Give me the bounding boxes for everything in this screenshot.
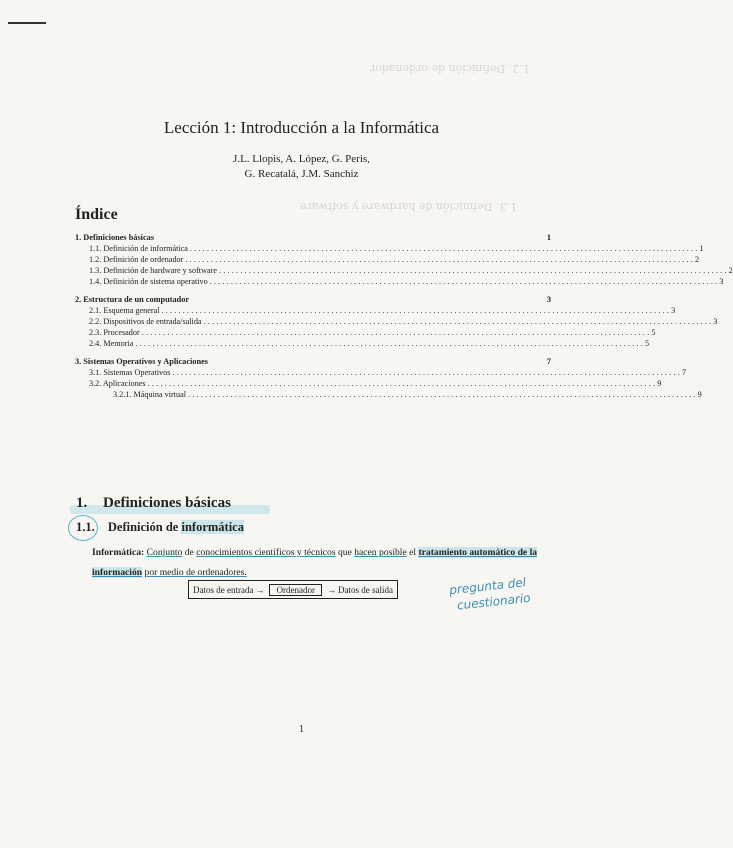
definition-paragraph: Informática: Conjunto de conocimientos científicos y técnicos que hacen posible el tratamiento automático de la información por medio de ordenadores. — [92, 547, 538, 578]
toc-dot-leader: ........................................................................................................................ — [188, 390, 698, 399]
arrow-icon: → — [326, 584, 336, 595]
toc-page: 1 — [546, 233, 551, 242]
toc-page: 7 — [682, 368, 687, 377]
process-diagram — [188, 580, 398, 599]
toc-label: 2.3. Procesador — [89, 328, 140, 337]
authors-line-2: G. Recatalá, J.M. Sanchiz — [244, 168, 359, 180]
toc-row[interactable] — [75, 338, 650, 349]
index-heading: Índice — [75, 206, 118, 223]
flow-center-box: Ordenador — [269, 584, 321, 596]
section-heading-1: 1. Definiciones básicas — [76, 495, 231, 512]
flow-input: Datos de entrada — [193, 584, 254, 595]
toc-dot-leader: ........................................................................................................................ — [185, 255, 695, 264]
toc-page: 3 — [671, 306, 676, 315]
toc-page: 3 — [546, 295, 551, 304]
toc-dot-leader: ........................................................................................................................ — [209, 277, 720, 286]
toc-page: 9 — [657, 379, 662, 388]
subsection-heading-1-1: 1.1. Definición de informática — [76, 520, 244, 534]
toc-label: 1.2. Definición de ordenador — [89, 255, 184, 264]
bleed-through-text: 1.3. Definición de hardware y software — [300, 200, 518, 213]
toc-label: 2. Estructura de un computador — [75, 295, 190, 304]
handwritten-note: pregunta del cuestionario — [448, 575, 532, 613]
flow-output: Datos de salida — [337, 584, 393, 595]
toc-page: 2 — [694, 255, 700, 264]
toc-label: 3. Sistemas Operativos y Aplicaciones — [75, 357, 208, 366]
toc-page: 5 — [644, 339, 650, 348]
toc-page: 7 — [546, 357, 551, 366]
toc-label: 3.2.1. Máquina virtual — [113, 390, 186, 399]
toc-dot-leader: ........................................................................................................................ — [189, 244, 700, 253]
toc-page: 3 — [713, 317, 718, 326]
toc-label: 2.4. Memoria — [89, 339, 134, 348]
toc-row[interactable] — [75, 294, 551, 305]
toc-page: 2 — [728, 266, 733, 275]
toc-row[interactable] — [75, 378, 662, 389]
toc-dot-leader: ........................................................................................................................ — [141, 328, 652, 337]
toc-row[interactable] — [75, 327, 656, 338]
toc-row[interactable] — [75, 356, 551, 367]
toc-label: 1. Definiciones básicas — [75, 233, 155, 242]
toc-dot-leader: ........................................................................................................................ — [203, 317, 714, 326]
corner-mark — [8, 18, 46, 24]
toc-row[interactable] — [75, 254, 700, 265]
toc-dot-leader: ........................................................................................................................ — [135, 339, 645, 348]
toc-dot-leader: ........................................................................................................................ — [219, 266, 729, 275]
toc-label: 3.2. Aplicaciones — [89, 379, 146, 388]
toc-label: 1.1. Definición de informática — [89, 244, 188, 253]
toc-page: 1 — [699, 244, 704, 253]
toc-row[interactable] — [75, 232, 551, 243]
toc-row[interactable] — [75, 389, 702, 400]
toc-row[interactable] — [75, 367, 687, 378]
toc-row[interactable] — [75, 243, 704, 254]
toc-dot-leader: ........................................................................................................................ — [147, 379, 658, 388]
toc-row[interactable] — [75, 276, 724, 287]
toc-label: 2.1. Esquema general — [89, 306, 160, 315]
toc-dot-leader: ........................................................................................................................ — [172, 368, 683, 377]
toc-label: 2.2. Dispositivos de entrada/salida — [89, 317, 202, 326]
toc-label: 3.1. Sistemas Operativos — [89, 368, 171, 377]
toc-row[interactable] — [75, 316, 718, 327]
bleed-through-text: 1.2. Definición de ordenador — [370, 62, 530, 75]
toc-label: 1.3. Definición de hardware y software — [89, 266, 217, 275]
toc-row[interactable] — [75, 265, 733, 276]
page-title: Lección 1: Introducción a la Informática — [163, 118, 440, 137]
toc-page: 9 — [697, 390, 702, 399]
page-number: 1 — [299, 724, 304, 735]
table-of-contents — [75, 232, 733, 400]
toc-page: 5 — [651, 328, 656, 337]
authors — [0, 152, 603, 182]
toc-dot-leader: ........................................................................................................................ — [161, 306, 672, 315]
toc-row[interactable] — [75, 305, 676, 316]
toc-page: 3 — [719, 277, 724, 286]
toc-label: 1.4. Definición de sistema operativo — [89, 277, 208, 286]
authors-line-1: J.L. Llopis, A. López, G. Peris, — [233, 153, 370, 165]
arrow-icon: → — [255, 584, 265, 595]
